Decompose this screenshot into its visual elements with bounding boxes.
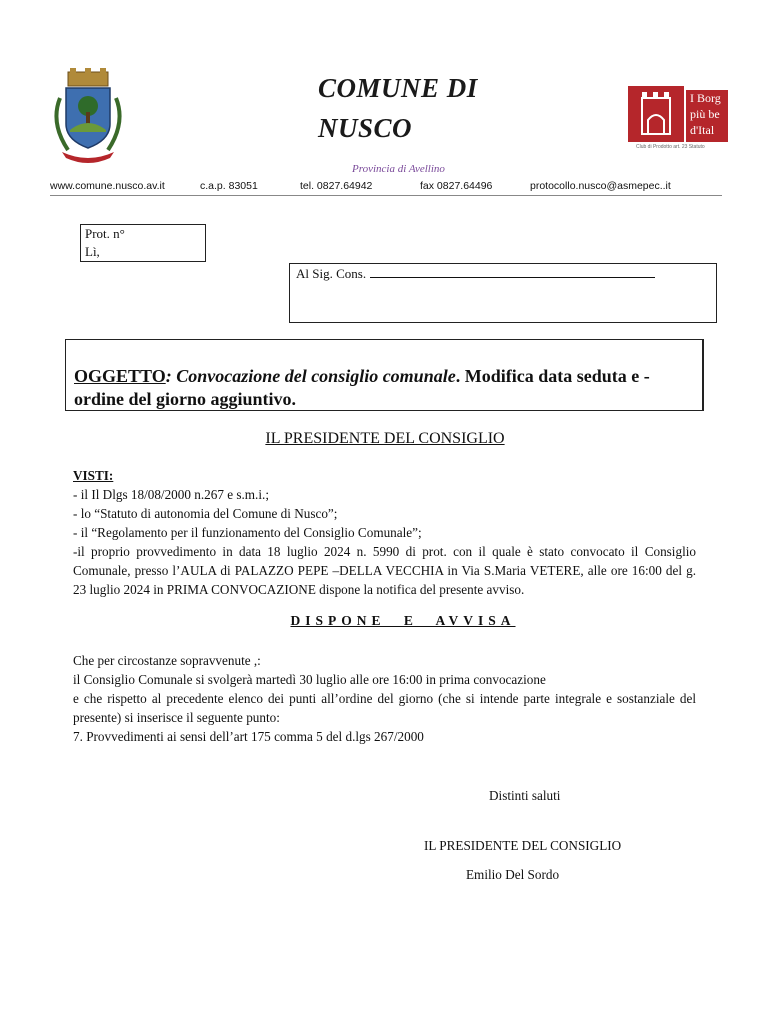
postal-code: c.a.p. 83051 [200,180,258,192]
borghi-logo-caption: Club di Prodotto art. 23 Statuto [636,144,705,150]
fax: fax 0827.64496 [420,180,493,192]
visti-item: - lo “Statuto di autonomia del Comune di Nusco”; [73,506,338,521]
municipality-title [318,68,578,148]
signatory-role: IL PRESIDENTE DEL CONSIGLIO [424,838,622,853]
borghi-logo-text [686,90,728,142]
recipient-label: Al Sig. Cons. [296,266,367,281]
visti-section [73,466,696,599]
website-link[interactable]: www.comune.nusco.av.it [50,180,165,192]
visti-item: - il Il Dlgs 18/08/2000 n.267 e s.m.i.; [73,487,269,502]
visti-paragraph: -il proprio provvedimento in data 18 luglio 2024 n. 5990 di prot. con il quale è stato convocato il Consiglio Comunale, presso l’AULA di PALAZZO PEPE –DELLA VECCHIA in Via S.Maria VETERE, alle ore 16:00 del g. 23 luglio 2024 in PRIMA CONVOCAZIONE dispone la notifica del presente avviso. [73,544,696,597]
contact-bar [50,179,722,196]
borghi-tower-icon [628,86,684,142]
recipient-blank-line [370,267,655,278]
closing-greeting: Distinti saluti [489,788,561,803]
notice-body [73,651,696,746]
protocol-box [80,224,206,262]
protocol-number-label: Prot. n° [85,226,125,241]
subject-italic: : Convocazione del consiglio comunale [165,366,456,386]
title-line-2: NUSCO [318,113,413,143]
province-label: Provincia di Avellino [352,163,445,175]
title-line-1: COMUNE DI [318,73,478,103]
agenda-point: 7. Provvedimenti ai sensi dell’art 175 comma 5 del d.lgs 267/2000 [73,729,424,744]
borghi-logo-line: I Borg [690,91,721,105]
email-link[interactable]: protocollo.nusco@asmepec..it [530,180,671,192]
body-paragraph: e che rispetto al precedente elenco dei punti all’ordine del giorno (che si intende parte integrale e sostanziale del presente) si inserisce il seguente punto: [73,691,696,725]
president-heading: IL PRESIDENTE DEL CONSIGLIO [265,430,505,447]
visti-item: - il “Regolamento per il funzionamento del Consiglio Comunale”; [73,525,422,540]
body-line: Che per circostanze sopravvenute ,: [73,653,261,668]
dispone-avvisa-heading: DISPONE E AVVISA [290,613,516,628]
municipal-coat-of-arms-icon [48,68,130,166]
visti-label: VISTI: [73,468,114,483]
subject-box [65,339,704,411]
telephone: tel. 0827.64942 [300,180,373,192]
borghi-italia-logo [628,86,724,154]
body-line: il Consiglio Comunale si svolgerà martedì 30 luglio alle ore 16:00 in prima convocazione [73,672,546,687]
recipient-box [289,263,717,323]
subject-label: OGGETTO [74,366,166,386]
borghi-logo-line: d'Ital [690,123,715,137]
place-date-label: Lì, [85,244,100,259]
signatory-name: Emilio Del Sordo [466,867,560,882]
subject-rest: . Modifica data seduta e -ordine del giorno aggiuntivo. [74,366,650,409]
borghi-logo-line: più be [690,107,720,121]
